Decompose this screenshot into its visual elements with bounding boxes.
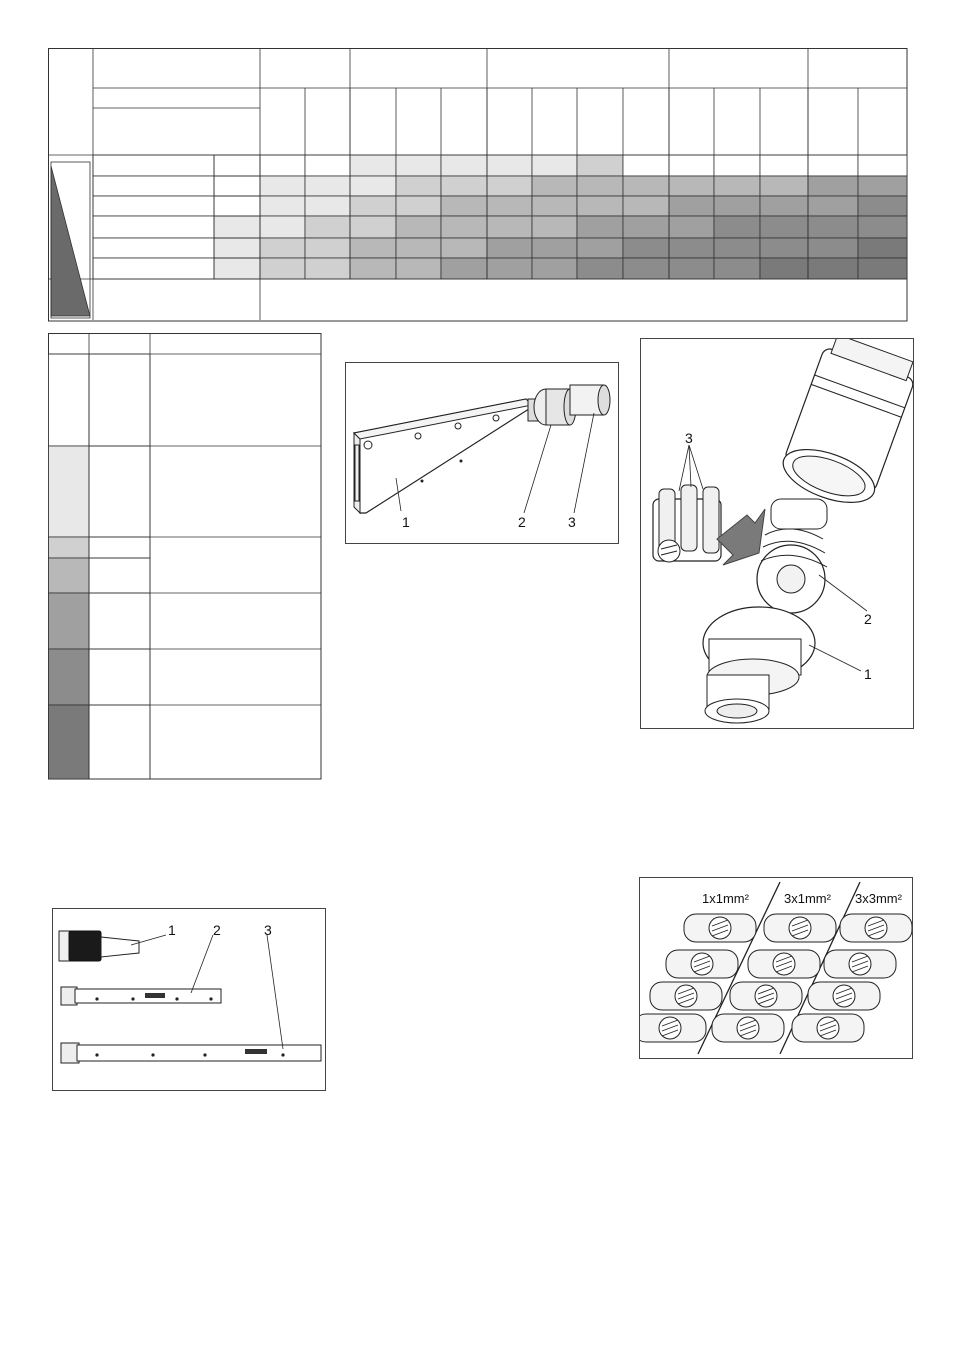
legend-swatch [49, 354, 90, 446]
shade-legend-table [48, 333, 322, 780]
shade-cell [350, 155, 396, 176]
shade-cell [808, 155, 858, 176]
shade-cell [714, 176, 760, 196]
wire-insert [748, 950, 820, 978]
shade-cell [532, 176, 577, 196]
shade-cell [623, 196, 669, 216]
figure-bar-connector [345, 362, 619, 544]
shade-cell [532, 155, 577, 176]
shade-cell [623, 176, 669, 196]
shade-cell [623, 155, 669, 176]
figure-exploded-connector [640, 338, 914, 729]
shade-cell [396, 196, 441, 216]
tools-callout-3: 3 [264, 922, 272, 938]
shade-cell [714, 238, 760, 258]
shade-cell [577, 155, 623, 176]
shade-cell [858, 238, 907, 258]
legend-swatch [49, 649, 90, 705]
wire-insert [684, 914, 756, 942]
shade-cell [214, 216, 260, 238]
shade-cell [669, 258, 714, 279]
shade-cell [350, 238, 396, 258]
exploded-callout-1: 1 [864, 666, 872, 682]
shade-cell [577, 176, 623, 196]
shade-cell [669, 176, 714, 196]
shade-cell [350, 258, 396, 279]
shade-cell [532, 196, 577, 216]
shade-cell [714, 258, 760, 279]
row-label-cell [93, 258, 214, 279]
bar-callout-1: 1 [402, 514, 410, 530]
exploded-callout-2: 2 [864, 611, 872, 627]
shade-cell [305, 258, 350, 279]
shade-cell [441, 238, 487, 258]
wire-insert [764, 914, 836, 942]
shade-cell [396, 258, 441, 279]
shade-cell [760, 238, 808, 258]
shade-cell [487, 258, 532, 279]
tools-callout-2: 2 [213, 922, 221, 938]
wire-insert [792, 1014, 864, 1042]
exploded-callout-3: 3 [685, 430, 693, 446]
wire-insert [808, 982, 880, 1010]
shade-cell [669, 196, 714, 216]
shade-cell [858, 258, 907, 279]
wire-header-1x1: 1x1mm² [702, 891, 749, 906]
shade-cell [714, 196, 760, 216]
shade-cell [305, 238, 350, 258]
shade-cell [808, 196, 858, 216]
shade-cell [808, 258, 858, 279]
row-label-cell [93, 238, 214, 258]
wire-insert [666, 950, 738, 978]
shade-cell [350, 196, 396, 216]
shade-cell [260, 196, 305, 216]
shade-cell [858, 196, 907, 216]
tools-drawing [53, 909, 325, 1090]
tools-callout-1: 1 [168, 922, 176, 938]
shade-cell [396, 176, 441, 196]
shade-cell [623, 238, 669, 258]
shade-cell [214, 258, 260, 279]
shade-cell [214, 176, 260, 196]
shade-cell [808, 238, 858, 258]
shade-cell [808, 176, 858, 196]
shade-cell [760, 216, 808, 238]
wire-insert [824, 950, 896, 978]
shade-cell [350, 176, 396, 196]
shade-cell [396, 155, 441, 176]
legend-swatch [49, 537, 90, 558]
shade-cell [669, 238, 714, 258]
shade-cell [214, 238, 260, 258]
shade-cell [714, 155, 760, 176]
shade-cell [260, 155, 305, 176]
shade-cell [858, 155, 907, 176]
shade-cell [577, 196, 623, 216]
shade-cell [441, 155, 487, 176]
shade-cell [487, 238, 532, 258]
compatibility-table-grid [48, 48, 908, 322]
row-label-cell [93, 196, 214, 216]
shade-cell [441, 216, 487, 238]
shade-cell [760, 196, 808, 216]
shade-cell [577, 258, 623, 279]
figure-wire-sizes [639, 877, 913, 1059]
shade-cell [669, 155, 714, 176]
shade-cell [260, 258, 305, 279]
legend-swatch [49, 593, 90, 649]
shade-cell [305, 196, 350, 216]
figure-tools [52, 908, 326, 1091]
shade-cell [760, 155, 808, 176]
shade-cell [396, 216, 441, 238]
shade-cell [487, 216, 532, 238]
shade-cell [532, 238, 577, 258]
shade-cell [760, 176, 808, 196]
shade-cell [214, 155, 260, 176]
legend-swatch [49, 558, 90, 593]
shade-cell [808, 216, 858, 238]
shade-cell [623, 258, 669, 279]
shade-cell [441, 196, 487, 216]
shade-cell [487, 176, 532, 196]
shade-cell [623, 216, 669, 238]
shade-cell [669, 216, 714, 238]
bar-callout-3: 3 [568, 514, 576, 530]
shade-cell [350, 216, 396, 238]
row-label-cell [93, 155, 214, 176]
wire-header-3x3: 3x3mm² [855, 891, 902, 906]
shade-cell [577, 238, 623, 258]
shade-legend-grid [48, 333, 322, 780]
row-label-cell [93, 176, 214, 196]
wire-insert [650, 982, 722, 1010]
legend-swatch [49, 705, 90, 779]
shade-cell [487, 196, 532, 216]
shade-cell [441, 176, 487, 196]
shade-cell [577, 216, 623, 238]
compatibility-table [48, 48, 908, 322]
shade-cell [487, 155, 532, 176]
wire-insert [640, 1014, 706, 1042]
wire-sizes-drawing [640, 878, 912, 1058]
shade-cell [305, 155, 350, 176]
shade-cell [214, 196, 260, 216]
bar-connector-drawing [346, 363, 618, 543]
shade-cell [396, 238, 441, 258]
shade-cell [260, 238, 305, 258]
exploded-connector-drawing [641, 339, 913, 728]
bar-callout-2: 2 [518, 514, 526, 530]
shade-cell [858, 216, 907, 238]
shade-cell [532, 258, 577, 279]
wire-header-3x1: 3x1mm² [784, 891, 831, 906]
shade-cell [305, 176, 350, 196]
shade-cell [858, 176, 907, 196]
wire-insert [712, 1014, 784, 1042]
shade-cell [305, 216, 350, 238]
wire-insert [840, 914, 912, 942]
shade-cell [532, 216, 577, 238]
shade-cell [260, 216, 305, 238]
shade-cell [260, 176, 305, 196]
shade-cell [714, 216, 760, 238]
wire-insert [730, 982, 802, 1010]
shade-cell [760, 258, 808, 279]
legend-swatch [49, 446, 90, 537]
shade-cell [441, 258, 487, 279]
row-label-cell [93, 216, 214, 238]
